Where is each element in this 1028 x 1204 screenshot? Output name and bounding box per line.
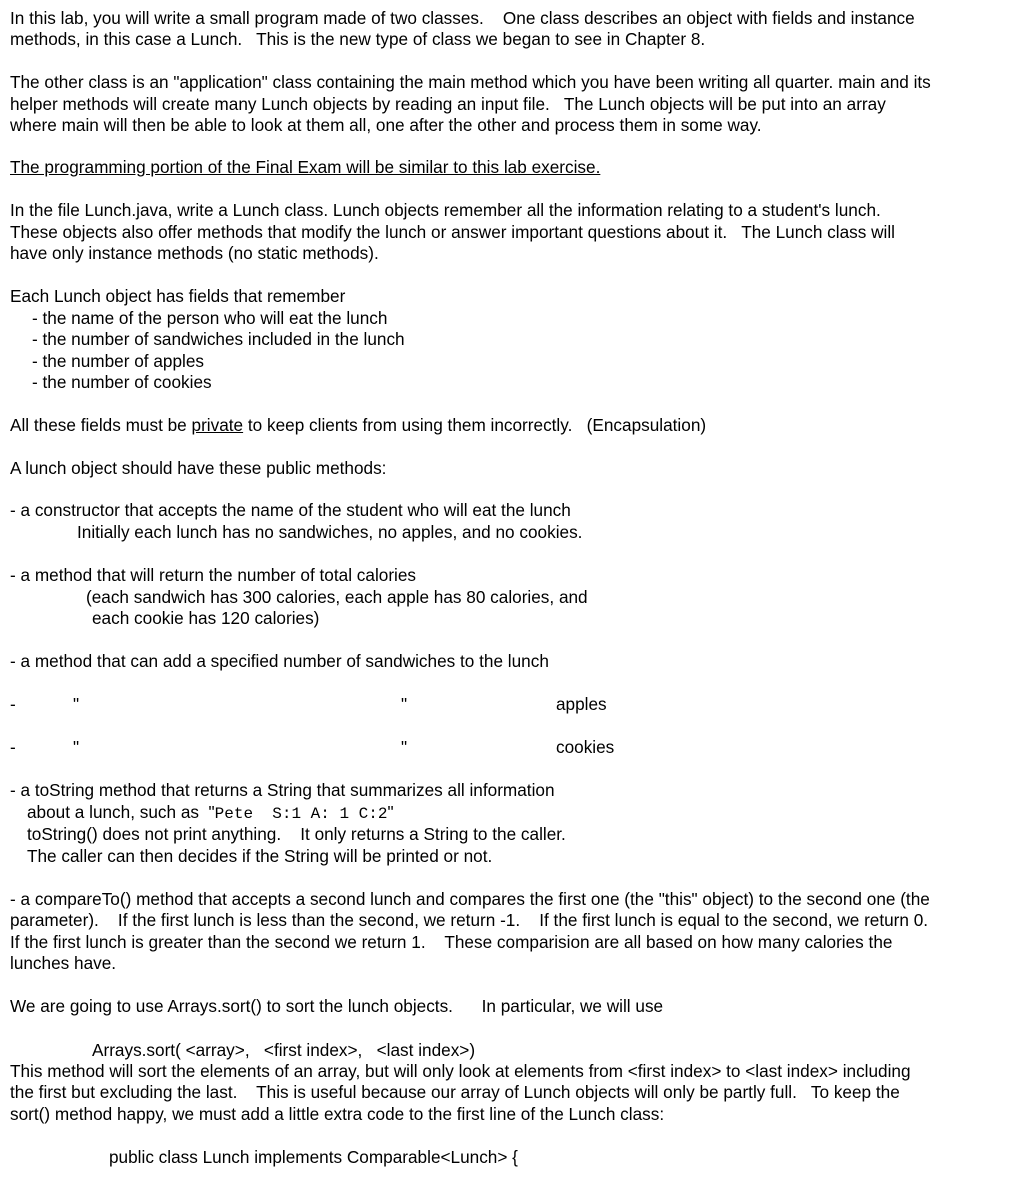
add-cookies-ditto-2: "	[401, 737, 408, 757]
private-note	[10, 415, 706, 436]
constructor-line-1: - a constructor that accepts the name of the student who will eat the lunch	[10, 500, 571, 520]
constructor-line-2: Initially each lunch has no sandwiches, no apples, and no cookies.	[77, 522, 583, 542]
tostring-example-suffix: "	[387, 802, 394, 822]
add-apples-dash: -	[10, 694, 16, 714]
add-sandwiches-line: - a method that can add a specified number of sandwiches to the lunch	[10, 651, 549, 671]
tostring-example-prefix: about a lunch, such as "	[27, 802, 215, 822]
field-item: - the name of the person who will eat the lunch	[32, 308, 388, 328]
lunch-class-line-2: These objects also offer methods that modify the lunch or answer important questions about it. The Lunch class will	[10, 222, 895, 242]
add-apples-ditto-2: "	[401, 694, 408, 714]
field-item: - the number of cookies	[32, 372, 212, 392]
add-cookies-dash: -	[10, 737, 16, 757]
add-cookies-ditto-1: "	[73, 737, 80, 757]
private-note-after: to keep clients from using them incorrectly. (Encapsulation)	[243, 415, 707, 435]
compare-line-2: parameter). If the first lunch is less than the second, we return -1. If the first lunch is equal to the second, we return 0.	[10, 910, 929, 930]
sort-line-4: sort() method happy, we must add a little extra code to the first line of the Lunch class:	[10, 1104, 665, 1124]
add-apples-ditto-1: "	[73, 694, 80, 714]
tostring-line-3: toString() does not print anything. It only returns a String to the caller.	[27, 824, 566, 844]
add-apples-word: apples	[556, 694, 607, 714]
class-declaration: public class Lunch implements Comparable<Lunch> {	[109, 1147, 518, 1167]
tostring-line-2	[27, 802, 394, 825]
app-paragraph-line-1: The other class is an "application" class containing the main method which you have been writing all quarter. main and its	[10, 72, 931, 92]
sort-line-1: We are going to use Arrays.sort() to sort the lunch objects. In particular, we will use	[10, 996, 664, 1016]
fields-intro: Each Lunch object has fields that remember	[10, 286, 346, 306]
compare-line-4: lunches have.	[10, 953, 117, 973]
tostring-line-4: The caller can then decides if the String will be printed or not.	[27, 846, 493, 866]
sort-line-2: This method will sort the elements of an array, but will only look at elements from <first index> to <last index> including	[10, 1061, 911, 1081]
methods-intro: A lunch object should have these public methods:	[10, 458, 387, 478]
field-item: - the number of sandwiches included in the lunch	[32, 329, 405, 349]
calories-line-2: (each sandwich has 300 calories, each apple has 80 calories, and	[86, 587, 588, 607]
tostring-line-1: - a toString method that returns a String that summarizes all information	[10, 780, 555, 800]
private-keyword: private	[191, 415, 244, 435]
compare-line-1: - a compareTo() method that accepts a second lunch and compares the first one (the "this" object) to the second one (the	[10, 889, 930, 909]
final-exam-note: The programming portion of the Final Exam will be similar to this lab exercise.	[10, 157, 601, 177]
app-paragraph-line-3: where main will then be able to look at them all, one after the other and process them in some way.	[10, 115, 762, 135]
lunch-class-line-1: In the file Lunch.java, write a Lunch class. Lunch objects remember all the information relating to a student's lunch.	[10, 200, 881, 220]
app-paragraph-line-2: helper methods will create many Lunch objects by reading an input file. The Lunch objects will be put into an array	[10, 94, 886, 114]
field-item: - the number of apples	[32, 351, 204, 371]
intro-line-1: In this lab, you will write a small program made of two classes. One class describes an object with fields and instance	[10, 8, 915, 28]
calories-line-1: - a method that will return the number of total calories	[10, 565, 417, 585]
tostring-example-code: Pete S:1 A: 1 C:2	[214, 805, 388, 823]
private-note-before: All these fields must be	[10, 415, 192, 435]
add-cookies-word: cookies	[556, 737, 615, 757]
sort-signature: Arrays.sort( <array>, <first index>, <last index>)	[92, 1040, 476, 1060]
calories-line-3: each cookie has 120 calories)	[92, 608, 320, 628]
sort-line-3: the first but excluding the last. This is useful because our array of Lunch objects will only be partly full. To keep the	[10, 1082, 900, 1102]
lunch-class-line-3: have only instance methods (no static methods).	[10, 243, 379, 263]
compare-line-3: If the first lunch is greater than the second we return 1. These comparision are all based on how many calories the	[10, 932, 893, 952]
intro-line-2: methods, in this case a Lunch. This is the new type of class we began to see in Chapter 8.	[10, 29, 706, 49]
